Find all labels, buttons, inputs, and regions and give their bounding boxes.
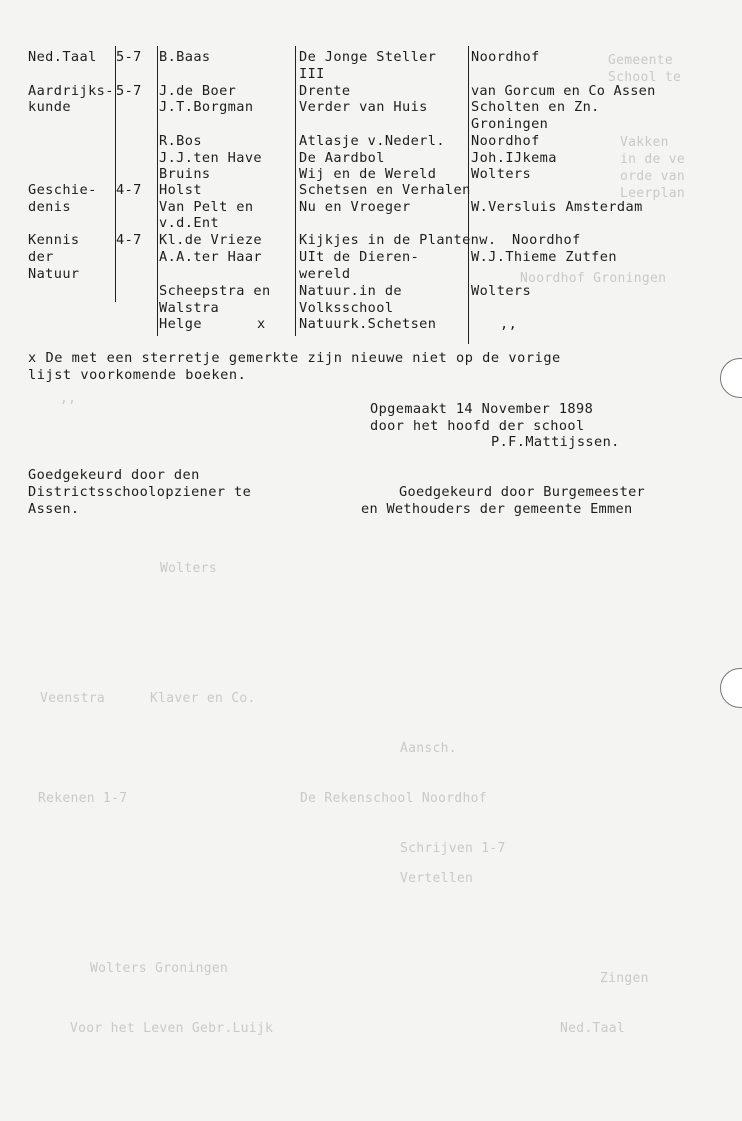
author-cell: B.Baas (159, 49, 211, 65)
author-cell: Scheepstra en (159, 283, 271, 299)
date-line: Opgemaakt 14 November 1898 (370, 401, 594, 417)
publisher-cell: Wolters (471, 283, 532, 299)
author-cell: Helge (159, 316, 202, 332)
title-cell: III (299, 66, 325, 82)
approval-line: Goedgekeurd door Burgemeester (399, 484, 646, 500)
subject-cell: denis (28, 199, 71, 215)
author-cell: v.d.Ent (159, 215, 220, 231)
approval-line: Districtsschoolopziener te (28, 484, 252, 500)
document-page: Gemeente School te Vakken in de ve orde van Leerplan Noordhof Groningen ,, Wolters Veenstra Klaver en Co. Aansch. Rekenen 1-7 De Rekenschool Noordhof Schrijven 1-7 Vertellen Wolters Groningen Zingen Voor het Leven Gebr.Luijk Ned.Taal Ned.Taal 5-7 B.Baas De Jonge Steller Noordhof III Aardrijks- 5-7 J.de Boer Drente van Gorcum en Co Assen kunde J.T.Borgman Verder van Huis Scholten en Zn. Groningen R.Bos Atlasje v.Nederl. Noordhof J.J.ten Have De Aardbol Joh.IJkema Bruins Wij en de Wereld Wolters Geschie- 4-7 Holst Schetsen en Verhalen denis Van Pelt en Nu en Vroeger W.Versluis Amsterdam v.d.Ent Kennis 4-7 Kl.de Vrieze Kijkjes in de Plantenw. Noordhof der A.A.ter Haar UIt de Dieren- W.J.Thieme Zutfen Natuur wereld Scheepstra en Natuur.in de Wolters Walstra Volksschool Helge x Natuurk.Schetsen ,, x De met een sterretje gemerkte zijn nieuwe niet op de vorige lijst voorkomende boeken. Opgemaakt 14 November 1898 door het hoofd der school P.F.Mattijssen. Goedgekeurd door den Districtsschoolopziener te Assen. Goedgekeurd door Burgemeester en Wethouders der gemeente Emmen (0, 0, 742, 1121)
approval-line: Goedgekeurd door den (28, 467, 200, 483)
author-cell: Walstra (159, 300, 220, 316)
years-cell: 5-7 (116, 49, 142, 65)
years-cell: 4-7 (116, 232, 142, 248)
author-cell: J.J.ten Have (159, 150, 263, 166)
publisher-cell: Joh.IJkema (471, 150, 557, 166)
author-cell: A.A.ter Haar (159, 249, 263, 265)
title-cell: Schetsen en Verhalen (299, 182, 471, 198)
footnote-line: x De met een sterretje gemerkte zijn nieuwe niet op de vorige (28, 350, 561, 366)
new-book-marker: x (257, 316, 266, 332)
title-cell: Natuur.in de (299, 283, 403, 299)
subject-cell: der (28, 249, 54, 265)
author-cell: Van Pelt en (159, 199, 254, 215)
publisher-cell: Groningen (471, 116, 549, 132)
title-cell: Atlasje v.Nederl. (299, 133, 445, 149)
subject-cell: Natuur (28, 266, 80, 282)
footnote-line: lijst voorkomende boeken. (28, 367, 247, 383)
publisher-cell: Scholten en Zn. (471, 99, 600, 115)
title-cell: Drente (299, 83, 351, 99)
title-cell: Verder van Huis (299, 99, 428, 115)
publisher-cell: W.J.Thieme Zutfen (471, 249, 617, 265)
title-cell: Volksschool (299, 300, 394, 316)
subject-cell: Aardrijks- (28, 83, 114, 99)
subject-cell: Ned.Taal (28, 49, 97, 65)
years-cell: 5-7 (116, 83, 142, 99)
approval-line: Assen. (28, 501, 80, 517)
author-cell: R.Bos (159, 133, 202, 149)
years-cell: 4-7 (116, 182, 142, 198)
subject-cell: Geschie- (28, 182, 97, 198)
author-cell: J.T.Borgman (159, 99, 254, 115)
title-cell: Natuurk.Schetsen (299, 316, 437, 332)
publisher-cell: van Gorcum en Co Assen (471, 83, 656, 99)
title-cell: Wij en de Wereld (299, 166, 437, 182)
approval-line: en Wethouders der gemeente Emmen (361, 501, 633, 517)
subject-cell: Kennis (28, 232, 80, 248)
title-cell: Kijkjes in de Plantenw. (299, 232, 497, 248)
publisher-cell: Noordhof (512, 232, 581, 248)
publisher-cell: Wolters (471, 166, 532, 182)
title-cell: De Aardbol (299, 150, 385, 166)
publisher-cell: Noordhof (471, 49, 540, 65)
author-cell: Bruins (159, 166, 211, 182)
title-cell: De Jonge Steller (299, 49, 437, 65)
publisher-cell: Noordhof (471, 133, 540, 149)
title-cell: UIt de Dieren- (299, 249, 420, 265)
binder-hole-bottom (720, 668, 742, 708)
title-cell: Nu en Vroeger (299, 199, 411, 215)
author-line: door het hoofd der school (370, 418, 585, 434)
table-rule-title-left (295, 46, 296, 336)
signature-name: P.F.Mattijssen. (491, 434, 620, 450)
author-cell: Holst (159, 182, 202, 198)
publisher-cell: W.Versluis Amsterdam (471, 199, 643, 215)
binder-hole-top (720, 358, 742, 398)
subject-cell: kunde (28, 99, 71, 115)
author-cell: J.de Boer (159, 83, 237, 99)
author-cell: Kl.de Vrieze (159, 232, 263, 248)
publisher-cell: ,, (500, 316, 518, 332)
title-cell: wereld (299, 266, 351, 282)
